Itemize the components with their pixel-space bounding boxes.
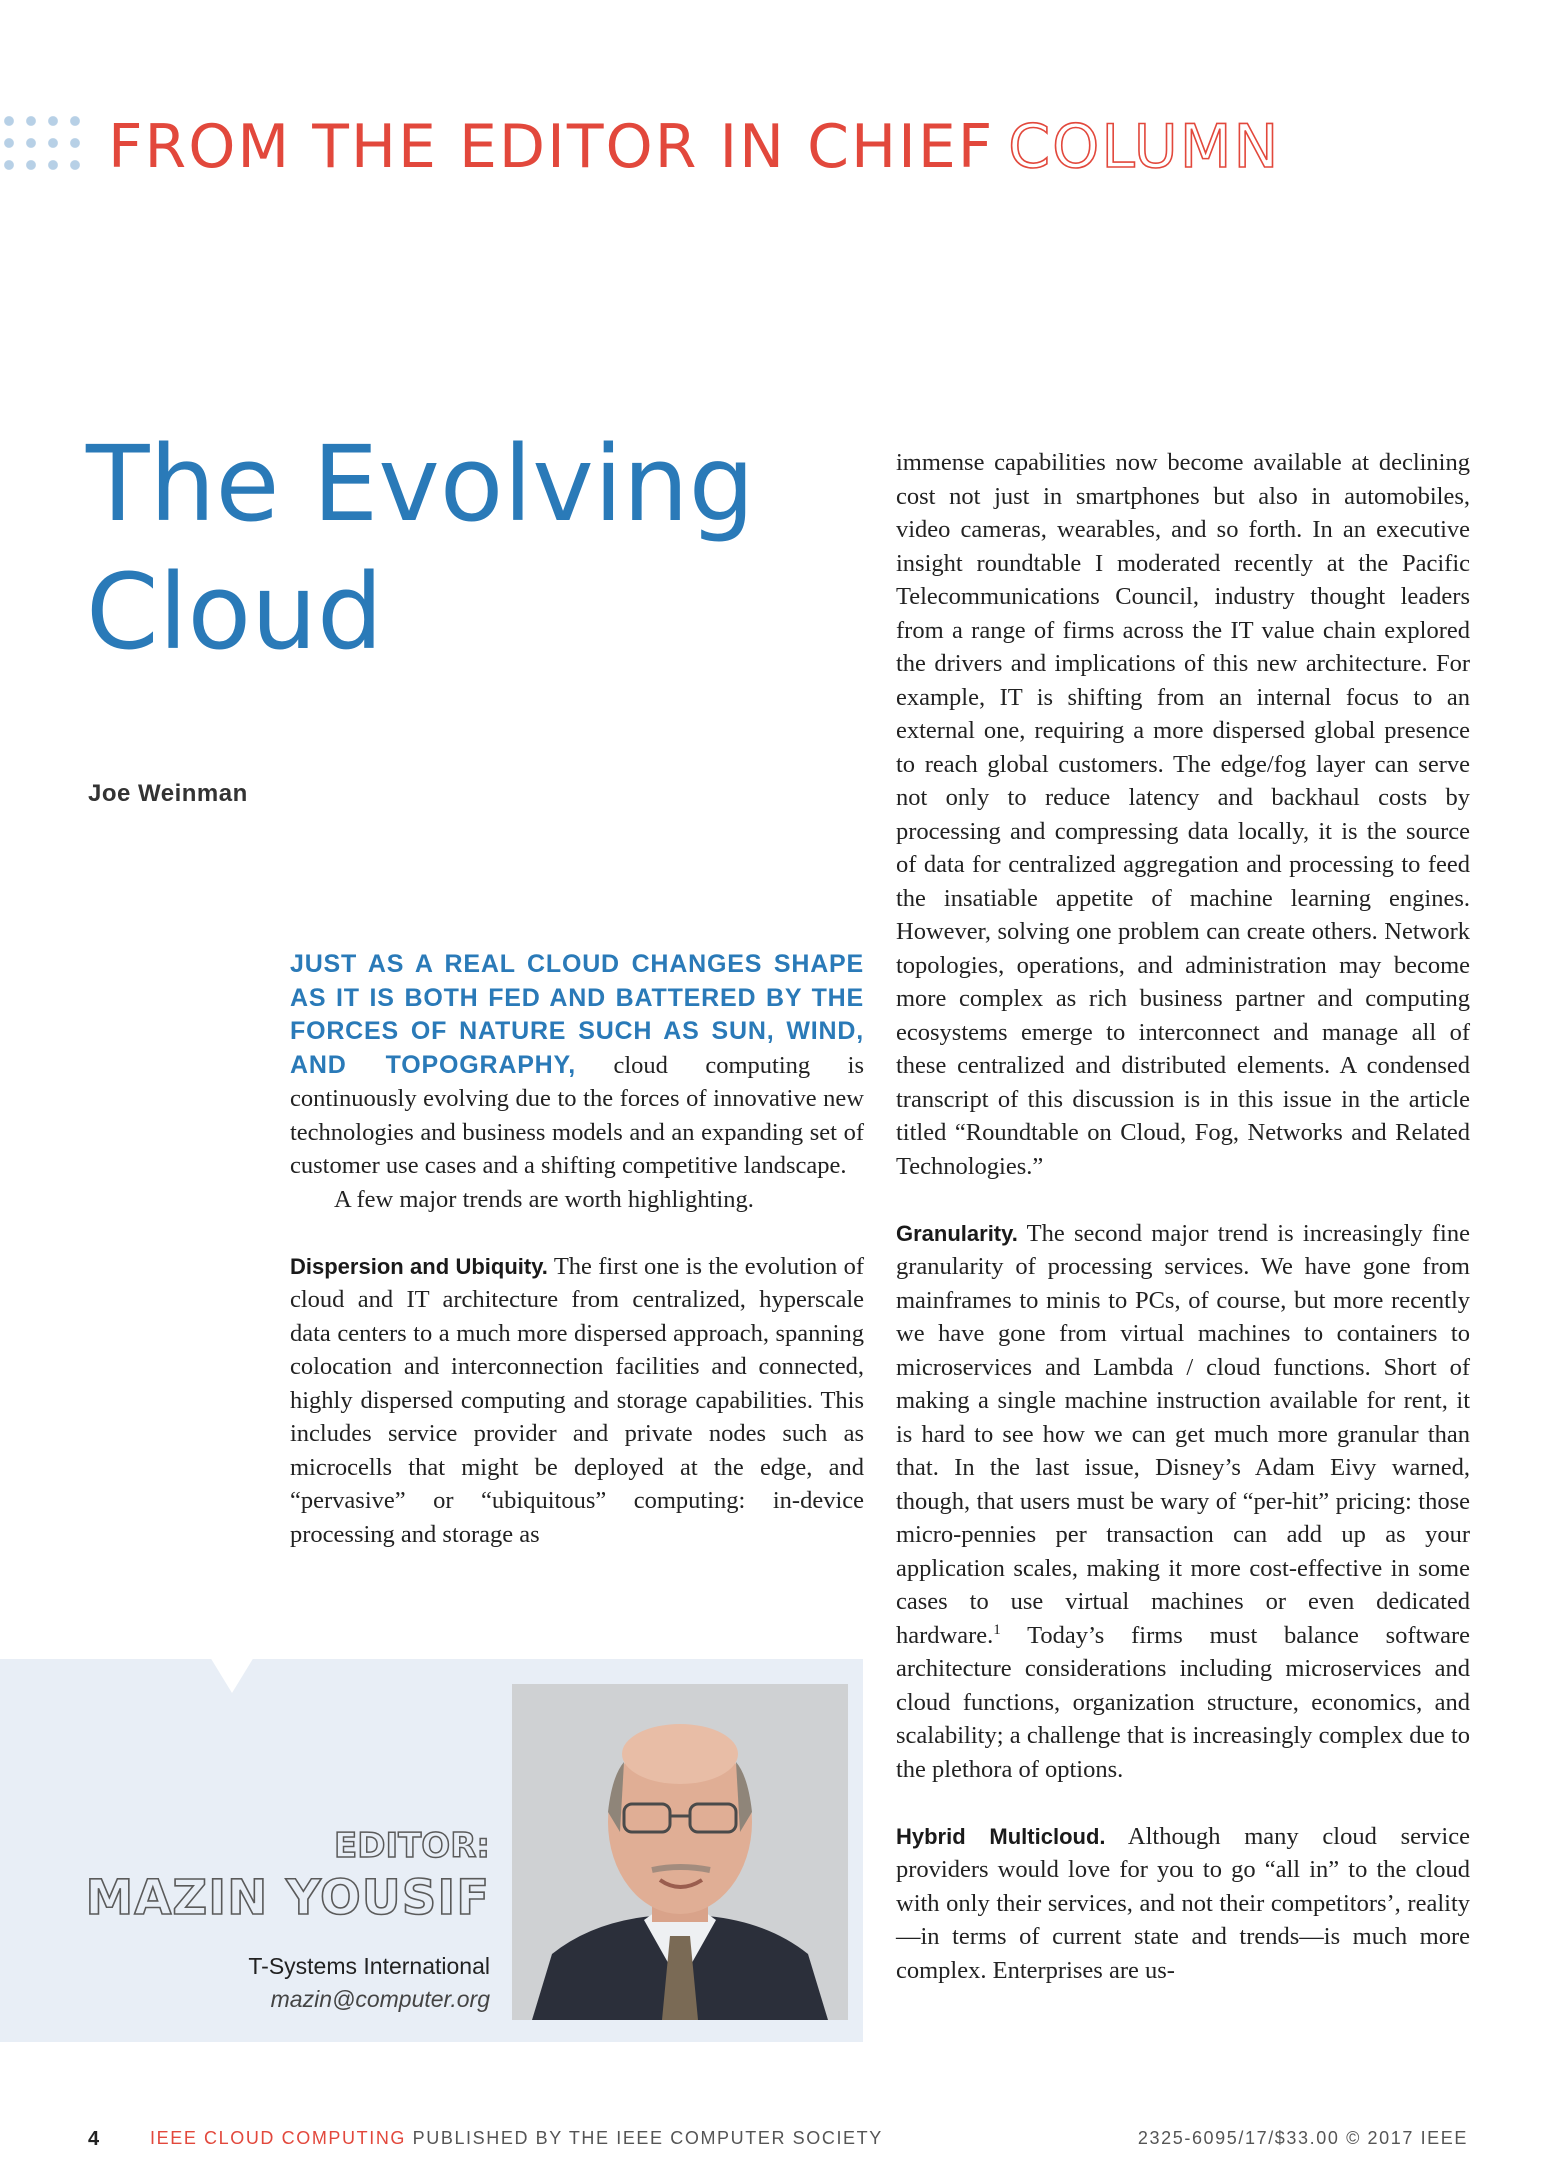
- article-title: [86, 420, 806, 676]
- editor-name: MAZIN YOUSIF: [85, 1870, 490, 1926]
- footer-issn: 2325-6095/17/$33.00 © 2017 IEEE: [1137, 2128, 1468, 2148]
- dispersion-text: The first one is the evolution of cloud and IT architecture from centralized, hyperscale data centers to a much more dispersed approach, spanning colocation and interconnection facilities and connected, highly dispersed computing and storage capabilities. This includes service provider and private nodes such as microcells that might be deployed at the edge, and “pervasive” or “ubiquitous” computing: in-device processing and storage as: [290, 1252, 864, 1548]
- granularity-text-a: The second major trend is increasingly fine granularity of processing services. We have gone from mainframes to minis to PCs, of course, but more recently we have gone from virtual machines to containers to microservices and Lambda / cloud functions. Short of making a single machine instruction available for rent, it is hard to see how we can get much more granular than that. In the last issue, Disney’s Adam Eivy warned, though, that users must be wary of “per-hit” pricing: those micro-pennies per transaction can add up as your application scales, making it more cost-effective in some cases to use virtual machines or even dedicated hardware.: [896, 1219, 1470, 1649]
- lead-caps: JUST AS A REAL CLOUD CHANGES SHAPE AS IT IS BOTH FED AND BATTERED BY THE FORCES OF NATURE SUCH AS SUN, WIND, AND TOPOGRAPHY,: [290, 950, 864, 1079]
- dispersion-paragraph: [290, 1250, 864, 1552]
- column-header-solid: FROM THE EDITOR IN CHIEF: [108, 112, 995, 182]
- subhead-hybrid: Hybrid Multicloud.: [896, 1823, 1106, 1849]
- reference-marker: 1: [993, 1621, 1001, 1638]
- lead-paragraph: [290, 948, 864, 1183]
- hybrid-paragraph: [896, 1820, 1470, 1988]
- subhead-granularity: Granularity.: [896, 1220, 1018, 1246]
- editor-affiliation: T-Systems International: [248, 1953, 490, 1979]
- article-title-line1: The Evolving: [86, 423, 755, 545]
- decorative-dot-grid: [0, 110, 85, 176]
- hybrid-text: Although many cloud service providers would love for you to go “all in” to the cloud with only their services, and not their competitors’, reality—in terms of current state and trends—is much more complex. Enterprises are us-: [896, 1822, 1470, 1984]
- trends-intro: A few major trends are worth highlighting.: [334, 1185, 754, 1213]
- editor-portrait: [512, 1684, 848, 2020]
- subhead-dispersion: Dispersion and Ubiquity.: [290, 1253, 548, 1279]
- body-column-left: [290, 948, 864, 1551]
- column-header: [108, 112, 1280, 182]
- author-byline: Joe Weinman: [88, 780, 248, 807]
- editor-email[interactable]: mazin@computer.org: [270, 1986, 490, 2012]
- footer-publication: [150, 2128, 883, 2149]
- granularity-text-b: Today’s firms must balance software architecture considerations including microservices and cloud functions, organization structure, economics, and scalability; a challenge that is increasingly complex due to the plethora of options.: [896, 1621, 1470, 1783]
- editor-label: EDITOR:: [334, 1826, 490, 1866]
- continued-paragraph: immense capabilities now become available at declining cost not just in smartphones but also in automobiles, video cameras, wearables, and so forth. In an executive insight roundtable I moderated recently at the Pacific Telecommunications Council, industry thought leaders from a range of firms across the IT value chain explored the drivers and implications of this new architecture. For example, IT is shifting from an internal focus to an external one, requiring a more dispersed global presence to reach global customers. The edge/fog layer can serve not only to reduce latency and backhaul costs by processing and compressing data locally, it is the source of data for centralized aggregation and processing to feed the insatiable appetite of machine learning engines. However, solving one problem can create others. Network topologies, operations, and administration may become more complex as rich business partner and computing ecosystems emerge to interconnect and manage all of these centralized and distributed elements. A condensed transcript of this discussion is in this issue in the article titled “Roundtable on Cloud, Fog, Networks and Related Technologies.”: [896, 449, 1470, 1180]
- page-number: 4: [88, 2128, 101, 2150]
- column-header-outline: COLUMN: [1008, 112, 1281, 182]
- editor-portrait-illustration: [512, 1684, 848, 2020]
- footer-published-by: PUBLISHED BY THE IEEE COMPUTER SOCIETY: [406, 2128, 883, 2148]
- footer-publication-name: IEEE CLOUD COMPUTING: [150, 2128, 407, 2148]
- body-column-right: [896, 446, 1470, 1987]
- article-title-line2: Cloud: [86, 551, 384, 673]
- granularity-paragraph: [896, 1217, 1470, 1787]
- lead-rest: cloud computing is continuously evolving due to the forces of innovative new technologies and business models and an expanding set of customer use cases and a shifting competitive landscape.: [290, 1051, 864, 1179]
- editor-panel-notch: [210, 1657, 254, 1693]
